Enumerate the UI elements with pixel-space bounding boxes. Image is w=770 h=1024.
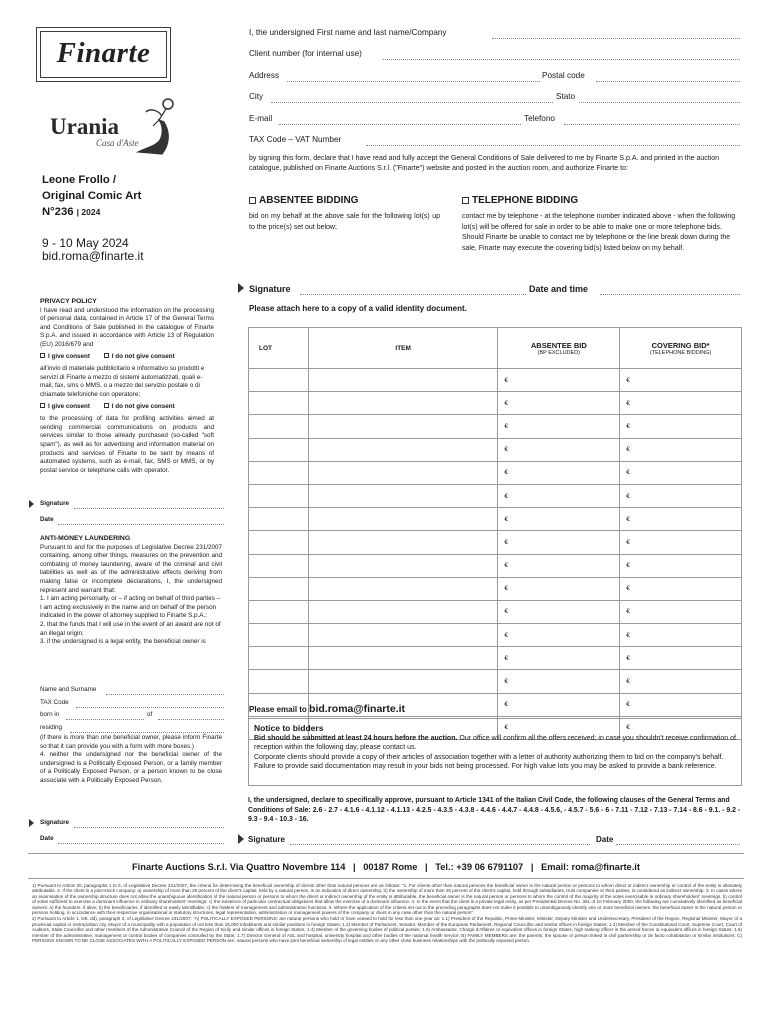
currency-symbol: € (626, 631, 630, 639)
currency-symbol: € (504, 631, 509, 639)
privacy-date-field[interactable] (58, 524, 224, 525)
not-give-consent-option-2[interactable]: I do not give consent (104, 403, 175, 410)
aml-date-label: Date (40, 835, 54, 842)
aml-signature-field[interactable] (74, 827, 224, 828)
table-row (249, 438, 742, 461)
name-surname-field[interactable] (106, 694, 224, 695)
footnotes (32, 883, 742, 943)
currency-symbol: € (504, 446, 509, 454)
notice-box (248, 718, 742, 786)
currency-symbol: € (626, 492, 630, 500)
anti-money-item-1: 1. I am acting personally, or – if acting on behalf of third parties – I am acting exclusively in the name and on behalf of the person indicated in the power of attorney supplied to Finarte S.p.A.; (40, 595, 221, 620)
tax-code-aml-label: TAX Code (40, 699, 69, 706)
arrow-icon (238, 834, 244, 844)
covering-bid-cell[interactable] (620, 438, 742, 461)
city-label: City (249, 92, 264, 101)
lot-cell[interactable] (249, 624, 309, 647)
postal-code-label: Postal code (542, 71, 585, 80)
currency-symbol: € (626, 469, 630, 477)
absentee-bid-cell[interactable] (498, 554, 620, 577)
lot-cell[interactable] (249, 415, 309, 438)
table-row (249, 415, 742, 438)
arrow-icon (238, 283, 244, 293)
privacy-text: I have read and understood the information on the processing of personal data, contained in Article 17 of the General Terms and Conditions of Sale published in the catalogue of Finarte S.p.A. and issued in accordance with Article 13 of Regulation (EU) 2016/679 and (40, 306, 214, 348)
lot-cell[interactable] (249, 600, 309, 623)
footnote-1: 1) Pursuant to Article 20, paragraphs 1 to 5, of Legislative Decree 231/2007, the criteria for determining the beneficial ownership of clients other than natural persons are as follows: "1. For clients other than natural persons the beneficial owner is the natural person or persons to whom direct or indirect ownership or control of the entity is ultimately attributable. 2. If the client is a joint-stock company: a) ownership of more than 25 percent of the client's capital, held by a natural person, is an indication of direct ownership; b) the ownership of more than 25 percent of the client's capital, held through subsidiaries, trust companies or third parties, is considered as indirect ownership. 3. In cases where an examination of the ownership structure does not allow the unambiguous identification of the natural person or persons to whom the direct or indirect ownership of the entity is attributable, the beneficial owner is the natural person or persons to whom the control of the majority of the votes exercisable in ordinary shareholders' meetings, b) control of votes sufficient to exercise a dominant influence in ordinary shareholders' meetings; c) the existence of particular contractual obligations that allow the exercise of a dominant influence. 4. In the event that the client is a private legal entity, as per Presidential Decree No. 361 of 10 February 2000, the following are cumulatively identified as beneficial owners: a) the founders, if alive; b) the beneficiaries, if identified or easily identifiable; c) the holders of management and administration functions. 5. Where the application of the criteria set out in the preceding paragraphs does not make it possible to unambiguously identify one or more beneficial owners, the beneficial owner is the natural person or persons holding, in accordance with their respective organisational or statutory structures, legal representation, administration or management powers of the company or client in any case other than the natural person". (32, 883, 742, 916)
tax-code-field[interactable] (366, 145, 740, 146)
client-number-label: Client number (for internal use) (249, 49, 362, 58)
name-label: I, the undersigned First name and last name/Company (249, 28, 447, 37)
absentee-bid-cell[interactable] (498, 461, 620, 484)
urania-logo: Urania Casa d'Aste (50, 98, 180, 158)
absentee-bid-cell[interactable] (498, 624, 620, 647)
currency-symbol: € (626, 538, 630, 546)
footer-contacts: Finarte Auctions S.r.l. Via Quattro Novembre 114 | 00187 Rome | Tel.: +39 06 6791107 | Email: roma@finarte.it (132, 862, 640, 872)
anti-money-section (40, 535, 222, 647)
currency-symbol: € (626, 678, 630, 686)
give-consent-option-1[interactable]: I give consent (40, 353, 102, 362)
lot-cell[interactable] (249, 484, 309, 507)
anti-money-notes (40, 734, 222, 786)
postal-code-field[interactable] (596, 81, 740, 82)
email-instruction: Please email to bid.roma@finarte.it (249, 703, 406, 715)
absentee-bid-cell[interactable] (498, 531, 620, 554)
privacy-text-3: to the processing of data for profiling activities aimed at sending commercial communications on products and services similar to those already purchased (so-called "soft spam"), as well as for advertising and information material on products and services of Finarte to be sent by means of automated systems, such as e-mail, fax, SMS or MMS, or by postal service or telephone calls with operator. (40, 415, 214, 474)
absentee-bid-cell[interactable] (498, 392, 620, 415)
table-row (249, 369, 742, 392)
anti-money-item-4: 4. neither the undersigned nor the beneficial owner of the undersigned is a Politically Exposed Person, or a family member of a Politically Exposed Person, or a person known to be close associate with a Politically Exposed Person. (40, 751, 222, 784)
currency-symbol: € (626, 608, 630, 616)
date-time-label: Date and time (529, 284, 589, 294)
telephone-bidding-option[interactable]: TELEPHONE BIDDING (462, 195, 578, 206)
covering-bid-cell[interactable] (620, 624, 742, 647)
absentee-bid-cell[interactable] (498, 693, 620, 716)
residing-label: residing (40, 724, 63, 731)
currency-symbol: € (504, 562, 509, 570)
currency-symbol: € (626, 376, 630, 384)
signature-label: Signature (249, 284, 291, 294)
name-surname-label: Name and Surname (40, 686, 97, 693)
currency-symbol: € (504, 724, 509, 732)
item-cell[interactable] (308, 624, 498, 647)
not-give-consent-option-1[interactable]: I do not give consent (104, 353, 175, 360)
absentee-bid-header: ABSENTEE BID (BP EXCLUDED) (498, 328, 620, 369)
currency-symbol: € (504, 585, 509, 593)
bottom-signature-field[interactable] (290, 844, 590, 845)
item-cell[interactable] (308, 438, 498, 461)
email-label: E-mail (249, 114, 273, 123)
lot-cell[interactable] (249, 577, 309, 600)
table-row (249, 461, 742, 484)
currency-symbol: € (504, 492, 509, 500)
absentee-bid-cell[interactable] (498, 369, 620, 392)
absentee-bid-cell[interactable] (498, 670, 620, 693)
phone-label: Telefono (524, 114, 555, 123)
absentee-bid-cell[interactable] (498, 600, 620, 623)
table-row (249, 531, 742, 554)
currency-symbol: € (504, 469, 509, 477)
born-in-label: born in (40, 711, 60, 718)
item-cell[interactable] (308, 508, 498, 531)
notice-line-2: Corporate clients should provide a copy of their articles of association together with a letter of authority authorizing them to bid on the company's behalf. Failure to provide said documentation may result in your bids not being processed. For high value lots you may be asked to provide a bank reference. (254, 753, 724, 771)
absentee-bid-cell[interactable] (498, 647, 620, 670)
currency-symbol: € (626, 585, 630, 593)
telephone-checkbox[interactable] (462, 197, 469, 204)
residing-field[interactable] (70, 732, 224, 733)
arrow-icon (29, 819, 34, 827)
privacy-signature-field[interactable] (74, 508, 224, 509)
name-field[interactable] (492, 38, 740, 39)
telephone-text: contact me by telephone - at the telephone number indicated above - when the following lot(s) will be offered for sale in order to be able to make one or more telephone bids. Should Finarte be unable to contact me by telephone or the line break down during the sale, Finarte may execute the covering bid(s) listed below on my behalf. (462, 213, 736, 252)
currency-symbol: € (626, 701, 630, 709)
table-row (249, 554, 742, 577)
privacy-title: PRIVACY POLICY (40, 298, 97, 305)
notice-title: Notice to bidders (254, 723, 324, 733)
item-cell[interactable] (308, 647, 498, 670)
covering-bid-cell[interactable] (620, 392, 742, 415)
table-row (249, 508, 742, 531)
privacy-consent-1 (40, 353, 214, 362)
born-date-field[interactable] (158, 719, 224, 720)
footer-rule-bottom (28, 878, 744, 879)
phone-field[interactable] (564, 124, 740, 125)
privacy-text-2: all'invio di materiale pubblicitario e informativo su prodotti e servizi di Finarte a mezzo di sistemi automatizzati, quali e-mail, fax, sms o MMS, o a mezzo del servizio postale o di chiamate telefoniche con operatore; (40, 365, 205, 398)
notice-line-1: Bid should be submitted at least 24 hours before the auction. Our office will confirm all the offers received; in case you shouldn't receive confirmation of reception within the following day, please contact us. (254, 735, 736, 752)
lot-cell[interactable] (249, 438, 309, 461)
currency-symbol: € (626, 422, 630, 430)
footer-email-link[interactable]: Email: roma@finarte.it (541, 862, 640, 872)
privacy-section (40, 298, 214, 475)
tax-code-aml-field[interactable] (76, 707, 224, 708)
address-field[interactable] (287, 81, 540, 82)
bottom-date-label: Date (596, 835, 614, 844)
sale-title: Leone Frollo / Original Comic Art N°236 | 2024 (42, 174, 142, 218)
covering-bid-header: COVERING BID* (TELEPHONE BIDDING) (620, 328, 742, 369)
table-row (249, 392, 742, 415)
finarte-logo: Finarte (36, 27, 171, 82)
currency-symbol: € (504, 608, 509, 616)
currency-symbol: € (504, 654, 509, 662)
lot-cell[interactable] (249, 670, 309, 693)
city-field[interactable] (271, 102, 553, 103)
covering-bid-cell[interactable] (620, 415, 742, 438)
currency-symbol: € (504, 515, 509, 523)
address-label: Address (249, 71, 280, 80)
covering-bid-cell[interactable] (620, 670, 742, 693)
item-cell[interactable] (308, 577, 498, 600)
state-field[interactable] (579, 102, 740, 103)
arrow-icon (29, 500, 34, 508)
currency-symbol: € (626, 515, 630, 523)
item-cell[interactable] (308, 600, 498, 623)
absentee-bid-cell[interactable] (498, 438, 620, 461)
covering-bid-cell[interactable] (620, 508, 742, 531)
absentee-bid-cell[interactable] (498, 577, 620, 600)
absentee-bid-cell[interactable] (498, 415, 620, 438)
covering-bid-cell[interactable] (620, 600, 742, 623)
lot-cell[interactable] (249, 647, 309, 670)
currency-symbol: € (626, 399, 630, 407)
absentee-checkbox[interactable] (249, 197, 256, 204)
table-row (249, 624, 742, 647)
lot-header: LOT (249, 328, 309, 369)
absentee-bid-cell[interactable] (498, 508, 620, 531)
footer-rule-top (28, 853, 744, 854)
client-number-field[interactable] (383, 59, 740, 60)
lot-cell[interactable] (249, 369, 309, 392)
aml-signature-label: Signature (40, 819, 70, 826)
currency-symbol: € (504, 538, 509, 546)
tax-code-label: TAX Code – VAT Number (249, 135, 342, 144)
footnote-2: 2) Pursuant to Article 1, lett. dd), paragraph 2, of Legislative Decree 231/2007: "A) POLITICALLY EXPOSED PERSONS: are natural persons who hold or have ceased to hold for less than one year as: 1.1) President of the Republic, Prime Minister, Minister, Deputy Minister and Undersecretary, President of the Region, Regional Minister, Mayor of a provincial capital or metropolitan city, Mayor of a municipality with a population of not less than 15,000 inhabitants and similar positions in foreign States; 1.2) Member of Parliament, Senator, Member of the European Parliament, Regional Councillor and similar offices in foreign States; 1.3) Member of the Constitutional Court, Supreme Court, Court of Auditors, State Councillor and other members of the Administrative Council of the Region of Sicily and similar offices in foreign States; 1.4) Member of the governing bodies of political parties; 1.5) Ambassador, Chargé d'Affaires or equivalent offices in foreign States, high ranking officer in the armed forces or equivalent offices in foreign States; 1.6) member of the administrative, management or control bodies of companies controlled by the State; 1.7) Director General of ASL and hospital, university hospital and other bodies of the national health service; B) FAMILY MEMBERS are: the parents, the spouse or person linked in civil partnership or de facto cohabitation or similar institutions; C) PERSONS KNOWN TO BE CLOSE ASSOCIATES WITH A POLITICALLY EXPOSED PERSON are: natural persons who have joint beneficial ownership of legal entities or any other close business relationships with the politically exposed person. (32, 916, 742, 944)
state-label: Stato (556, 92, 576, 101)
give-consent-option-2[interactable]: I give consent (40, 403, 102, 412)
urania-figure-icon (132, 98, 178, 156)
lot-cell[interactable] (249, 392, 309, 415)
email-field[interactable] (279, 124, 521, 125)
table-row (249, 670, 742, 693)
covering-bid-cell[interactable] (620, 693, 742, 716)
covering-bid-cell[interactable] (620, 461, 742, 484)
currency-symbol: € (626, 654, 630, 662)
anti-money-item-3: 3. if the undersigned is a legal entity, the beneficial owner is (40, 638, 206, 646)
bid-table (248, 327, 742, 740)
anti-money-item-2: 2. that the funds that I will use in the event of an award are not of an illegal origin; (40, 620, 221, 637)
lot-cell[interactable] (249, 461, 309, 484)
item-cell[interactable] (308, 461, 498, 484)
lot-cell[interactable] (249, 508, 309, 531)
privacy-signature-label: Signature (40, 500, 70, 507)
covering-bid-cell[interactable] (620, 484, 742, 507)
privacy-consent-2 (40, 403, 214, 412)
item-header: ITEM (308, 328, 498, 369)
currency-symbol: € (504, 399, 509, 407)
sale-dates: 9 - 10 May 2024 (42, 236, 129, 250)
sale-email: bid.roma@finarte.it (42, 249, 144, 263)
covering-bid-cell[interactable] (620, 369, 742, 392)
item-cell[interactable] (308, 392, 498, 415)
lot-cell[interactable] (249, 554, 309, 577)
currency-symbol: € (626, 446, 630, 454)
signature-field[interactable] (300, 294, 526, 295)
currency-symbol: € (504, 701, 509, 709)
bottom-signature-label: Signature (248, 835, 285, 844)
item-cell[interactable] (308, 484, 498, 507)
covering-bid-cell[interactable] (620, 647, 742, 670)
absentee-bidding-option[interactable]: ABSENTEE BIDDING (249, 195, 358, 206)
table-row (249, 484, 742, 507)
item-cell[interactable] (308, 670, 498, 693)
bottom-date-field[interactable] (616, 844, 740, 845)
table-row (249, 600, 742, 623)
lot-cell[interactable] (249, 531, 309, 554)
covering-bid-cell[interactable] (620, 554, 742, 577)
anti-money-title: ANTI-MONEY LAUNDERING (40, 535, 131, 542)
clauses-approval: I, the undersigned, declare to specifically approve, pursuant to Article 1341 of the Italian Civil Code, the following clauses of the General Terms and Conditions of Sale: 2.6 - 2.7 - 4.1.6 - 4.1.12 - 4.1.13 - 4.2.5 - 4.3.5 - 4.3.8 - 4.4.6 - 4.4.7 - 4.4.8 - 4.5.6, - 4.5.7 - 5.6 - 6 - 7.11 - 7.12 - 7.13 - 7.14 - 8.6 - 9.1. - 9.2 - 9.3 - 9.4 - 10.3 - 16. (248, 797, 741, 824)
currency-symbol: € (504, 422, 509, 430)
bid-email-link[interactable]: bid.roma@finarte.it (309, 703, 406, 715)
item-cell[interactable] (308, 415, 498, 438)
aml-date-field[interactable] (58, 843, 224, 844)
privacy-date-label: Date (40, 516, 54, 523)
item-cell[interactable] (308, 369, 498, 392)
date-time-field[interactable] (600, 294, 740, 295)
born-in-field[interactable] (66, 719, 144, 720)
absentee-text: bid on my behalf at the above sale for the following lot(s) up to the price(s) set out below; (249, 213, 440, 231)
item-cell[interactable] (308, 531, 498, 554)
attach-notice: Please attach here to a copy of a valid identity document. (249, 304, 467, 313)
table-row (249, 647, 742, 670)
covering-bid-cell[interactable] (620, 577, 742, 600)
currency-symbol: € (504, 678, 509, 686)
currency-symbol: € (626, 562, 630, 570)
beneficial-owner-note: (if there is more than one beneficial owner, please inform Finarte so that it can provide you with a form with more boxes.) (40, 734, 222, 750)
of-label: of (147, 711, 153, 718)
currency-symbol: € (504, 376, 509, 384)
anti-money-text: Pursuant to and for the purposes of Legislative Decree 231/2007 containing, among other things, measures on the prevention and combating of money laundering, aware of the criminal and civil liabilities as well as of the administrative effects deriving from making false or incomplete declarations, I, the undersigned represent and warrant that: (40, 543, 222, 594)
absentee-bid-cell[interactable] (498, 484, 620, 507)
declaration-text: by signing this form, declare that I have read and fully accept the General Conditions of Sale delivered to me by Finarte S.p.A. and printed in the auction catalogue, published on Finarte Auctions S.r.l. ("Finarte") website and posted in the auction room, and authorize Finarte to: (249, 155, 720, 172)
covering-bid-cell[interactable] (620, 531, 742, 554)
currency-symbol: € (626, 724, 630, 732)
item-cell[interactable] (308, 554, 498, 577)
table-row (249, 577, 742, 600)
